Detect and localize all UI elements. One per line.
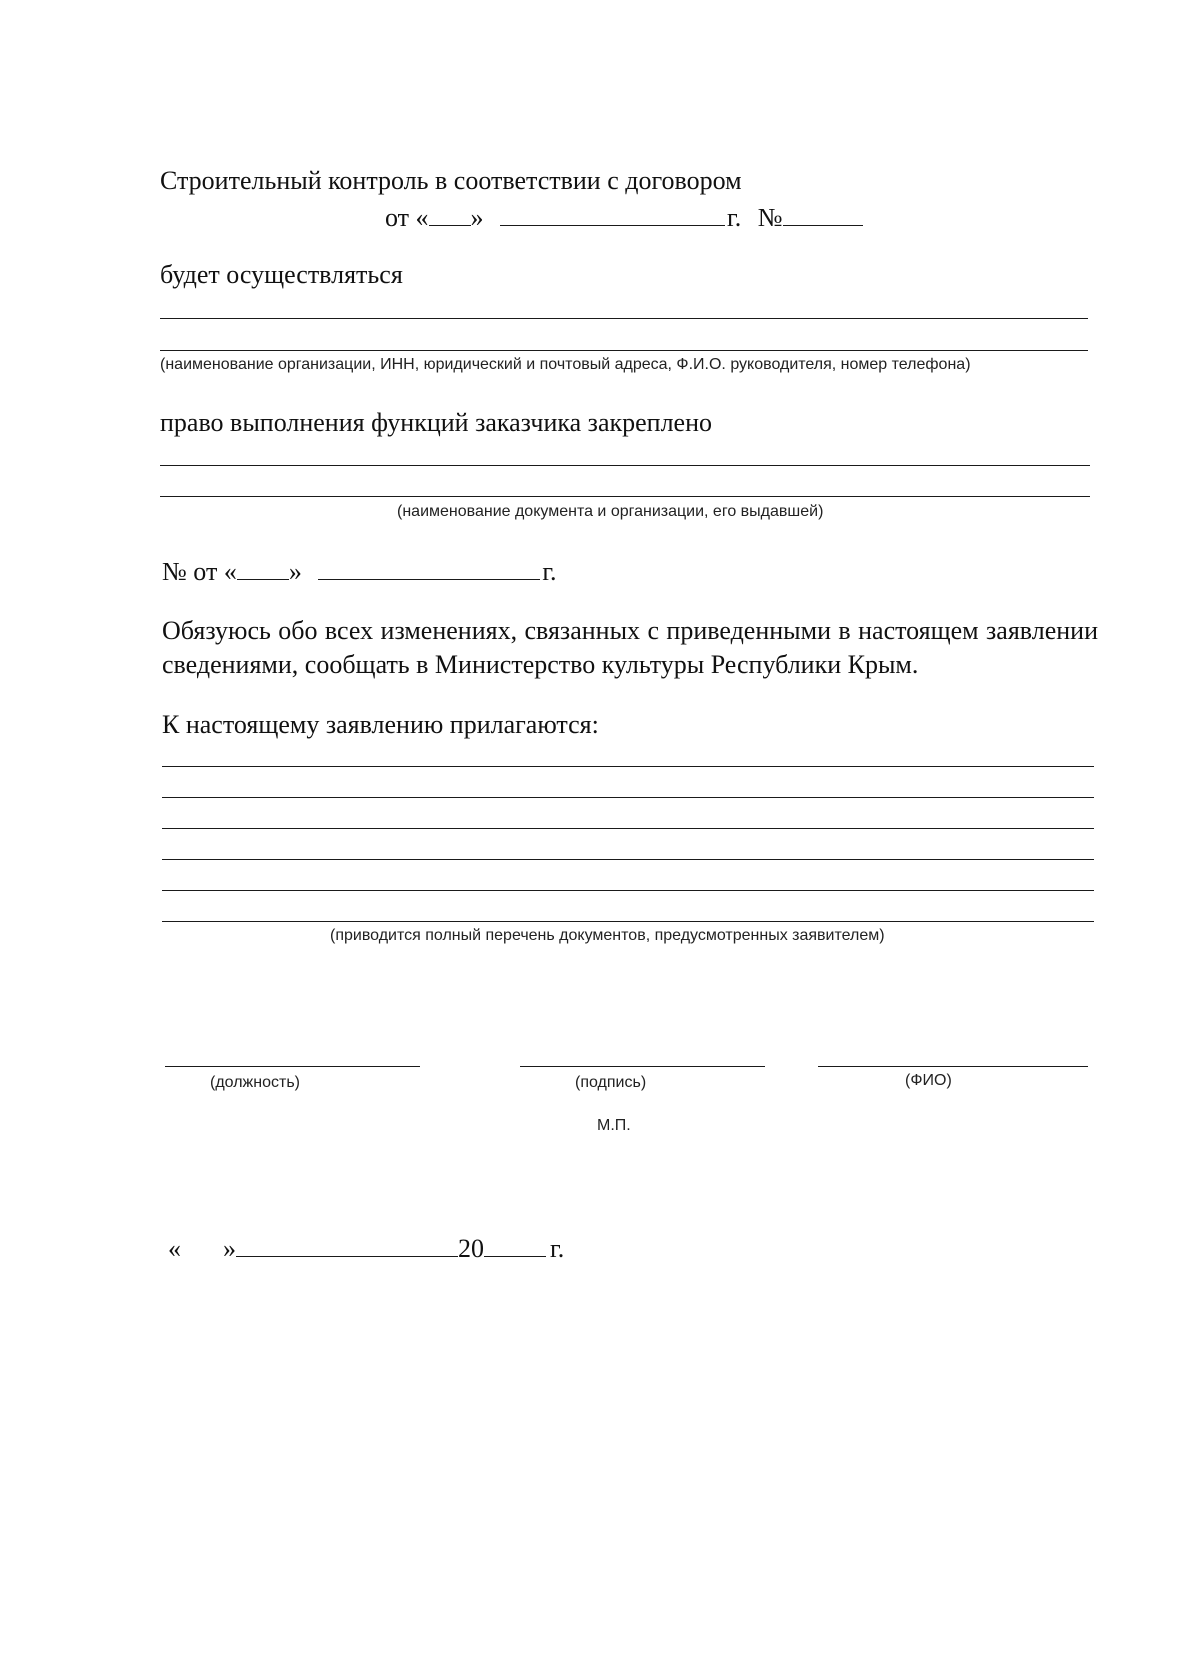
contract-day-field[interactable] [429,201,471,226]
date-line [168,1232,564,1264]
customer-right-label: право выполнения функций заказчика закреплено [160,408,713,437]
doc-ref-no-ot: № от « [162,557,237,586]
customer-right-field-line-2[interactable] [160,496,1090,497]
attachments-line-4[interactable] [162,859,1094,860]
pledge-paragraph: Обязуюсь обо всех изменениях, связанных с приведенными в настоящем заявлении сведениями, сообщать в Министерство культуры Республики Крым. [162,616,1098,679]
attachments-line-1[interactable] [162,766,1094,767]
date-close-quote: » [223,1234,236,1263]
contract-number-field[interactable] [783,201,863,226]
contract-line-1: Строительный контроль в соответствии с договором [160,166,742,195]
attachments-line-6[interactable] [162,921,1094,922]
doc-ref-line [162,555,557,587]
date-month-field[interactable] [236,1232,458,1257]
signature-caption: (подпись) [575,1074,647,1091]
executor-caption: (наименование организации, ИНН, юридический и почтовый адреса, Ф.И.О. руководителя, номер телефона) [160,356,971,373]
attachments-line-3[interactable] [162,828,1094,829]
contract-close-quote: » [470,203,484,232]
executor-field-line-2[interactable] [160,350,1088,351]
contract-number-sign: № [757,203,783,232]
doc-ref-day-field[interactable] [237,555,289,580]
customer-right-caption: (наименование документа и организации, его выдавшей) [397,503,824,520]
position-field-line[interactable] [165,1066,420,1067]
doc-ref-close-quote: » [288,557,302,586]
executor-field-line-1[interactable] [160,318,1088,319]
customer-right-field-line-1[interactable] [160,465,1090,466]
position-caption: (должность) [210,1074,300,1091]
signature-field-line[interactable] [520,1066,765,1067]
contract-ot-text: от « [385,203,429,232]
attachments-line-2[interactable] [162,797,1094,798]
stamp-mark: М.П. [597,1117,631,1134]
doc-ref-year-suffix: г. [542,557,557,586]
attachments-caption: (приводится полный перечень документов, предусмотренных заявителем) [330,927,885,944]
contract-year-suffix: г. [727,203,742,232]
date-year-suffix: г. [550,1234,565,1263]
contract-month-year-field[interactable] [500,201,725,226]
date-year-prefix: 20 [458,1234,484,1263]
fio-field-line[interactable] [818,1066,1088,1067]
date-open-quote: « [168,1234,181,1263]
fio-caption: (ФИО) [905,1072,952,1089]
date-year-field[interactable] [484,1232,546,1257]
attachments-line-5[interactable] [162,890,1094,891]
executor-label: будет осуществляться [160,260,403,289]
attachments-label: К настоящему заявлению прилагаются: [162,710,599,739]
doc-ref-month-year-field[interactable] [318,555,540,580]
contract-date-line [385,201,863,233]
